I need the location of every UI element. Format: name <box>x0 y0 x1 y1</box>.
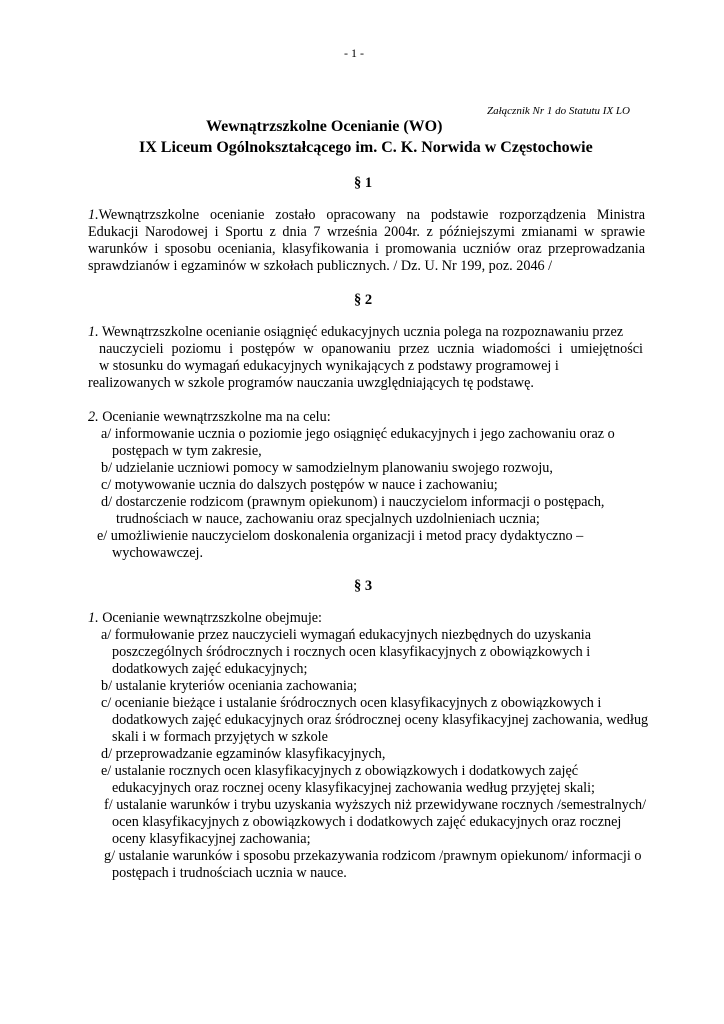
s3-item-f-line-1: f/ ustalanie warunków i trybu uzyskania wyższych niż przewidywane rocznych /semestralnych/ <box>104 797 647 813</box>
s2-item-d-line-2: trudnościach w nauce, zachowaniu oraz specjalnych uzdolnieniach ucznia; <box>116 511 540 527</box>
s3-item-a-line-2: poszczególnych śródrocznych i rocznych ocen klasyfikacyjnych z obowiązkowych i <box>112 644 591 660</box>
s3-item-f-line-2: ocen klasyfikacyjnych z obowiązkowych i dodatkowych zajęć edukacyjnych oraz rocznej <box>112 814 622 830</box>
s3-item-f-line-3: oceny klasyfikacyjnej zachowania; <box>112 831 311 847</box>
s1-line-1: 1.Wewnątrzszkolne ocenianie zostało opracowany na podstawie rozporządzenia Ministra <box>88 207 645 223</box>
document-subtitle: IX Liceum Ogólnokształcącego im. C. K. Norwida w Częstochowie <box>139 139 593 156</box>
s2-p1-number: 1. <box>88 324 99 340</box>
s3-item-b: b/ ustalanie kryteriów oceniania zachowania; <box>101 678 358 694</box>
s2-item-a-line-1: a/ informowanie ucznia o poziomie jego osiągnięć edukacyjnych i jego zachowaniu oraz o <box>101 426 615 442</box>
s3-item-c-line-1: c/ ocenianie bieżące i ustalanie śródrocznych ocen klasyfikacyjnych z obowiązkowych i <box>101 695 602 711</box>
s2-p1-line-3: w stosunku do wymagań edukacyjnych wynikających z podstawy programowej i <box>99 358 559 374</box>
s2-p1-line-1: 1. Wewnątrzszkolne ocenianie osiągnięć edukacyjnych ucznia polega na rozpoznawaniu przez <box>88 324 624 340</box>
s2-item-d-line-1: d/ dostarczenie rodzicom (prawnym opiekunom) i nauczycielom informacji o postępach, <box>101 494 605 510</box>
s3-item-a-line-3: dodatkowych zajęć edukacyjnych; <box>112 661 308 677</box>
section-3-heading: § 3 <box>354 578 373 594</box>
s3-item-c-line-2: dodatkowych zajęć edukacyjnych oraz śródrocznej oceny klasyfikacyjnej zachowania, według <box>112 712 649 728</box>
section-1-heading: § 1 <box>354 175 373 191</box>
s3-item-e-line-1: e/ ustalanie rocznych ocen klasyfikacyjnych z obowiązkowych i dodatkowych zajęć <box>101 763 579 779</box>
s3-p1-number: 1. <box>88 610 99 626</box>
s2-item-a-line-2: postępach w tym zakresie, <box>112 443 262 459</box>
s3-p1-intro: 1. Ocenianie wewnątrzszkolne obejmuje: <box>88 610 323 626</box>
s3-item-d: d/ przeprowadzanie egzaminów klasyfikacyjnych, <box>101 746 386 762</box>
s1-line-2: Edukacji Narodowej i Sportu z dnia 7 września 2004r. z późniejszymi zmianami w sprawie <box>88 224 645 240</box>
s2-p2-number: 2. <box>88 409 99 425</box>
s2-item-e-line-2: wychowawczej. <box>112 545 203 561</box>
s1-line-4: sprawdzianów i egzaminów w szkołach publicznych. / Dz. U. Nr 199, poz. 2046 / <box>88 258 553 274</box>
s3-item-c-line-3: skali i w formach przyjętych w szkole <box>112 729 328 745</box>
annex-note: Załącznik Nr 1 do Statutu IX LO <box>486 105 630 117</box>
s1-line-3: warunków i sposobu oceniania, klasyfikowania i promowania uczniów oraz przeprowadzania <box>88 241 645 257</box>
page-number: - 1 - <box>344 46 364 60</box>
document-title: Wewnątrzszkolne Ocenianie (WO) <box>206 118 443 135</box>
section-2-heading: § 2 <box>354 292 373 308</box>
s3-item-g-line-2: postępach i trudnościach ucznia w nauce. <box>112 865 347 881</box>
s3-item-a-line-1: a/ formułowanie przez nauczycieli wymagań edukacyjnych niezbędnych do uzyskania <box>101 627 592 643</box>
s2-item-c: c/ motywowanie ucznia do dalszych postępów w nauce i zachowaniu; <box>101 477 498 493</box>
s2-p1-line-4: realizowanych w szkole programów nauczania uwzględniających tę podstawę. <box>88 375 534 391</box>
s1-number: 1. <box>88 207 99 223</box>
s2-p1-line-2: nauczycieli poziomu i postępów w opanowaniu przez ucznia wiadomości i umiejętności <box>99 341 643 357</box>
s2-item-b: b/ udzielanie uczniowi pomocy w samodzielnym planowaniu swojego rozwoju, <box>101 460 553 476</box>
s3-item-g-line-1: g/ ustalanie warunków i sposobu przekazywania rodzicom /prawnym opiekunom/ informacji o <box>104 848 642 864</box>
s3-item-e-line-2: edukacyjnych oraz rocznej oceny klasyfikacyjnej zachowania według przyjętej skali; <box>112 780 595 796</box>
s2-item-e-line-1: e/ umożliwienie nauczycielom doskonalenia organizacji i metod pracy dydaktyczno – <box>97 528 584 544</box>
s2-p2-intro: 2. Ocenianie wewnątrzszkolne ma na celu: <box>88 409 331 425</box>
